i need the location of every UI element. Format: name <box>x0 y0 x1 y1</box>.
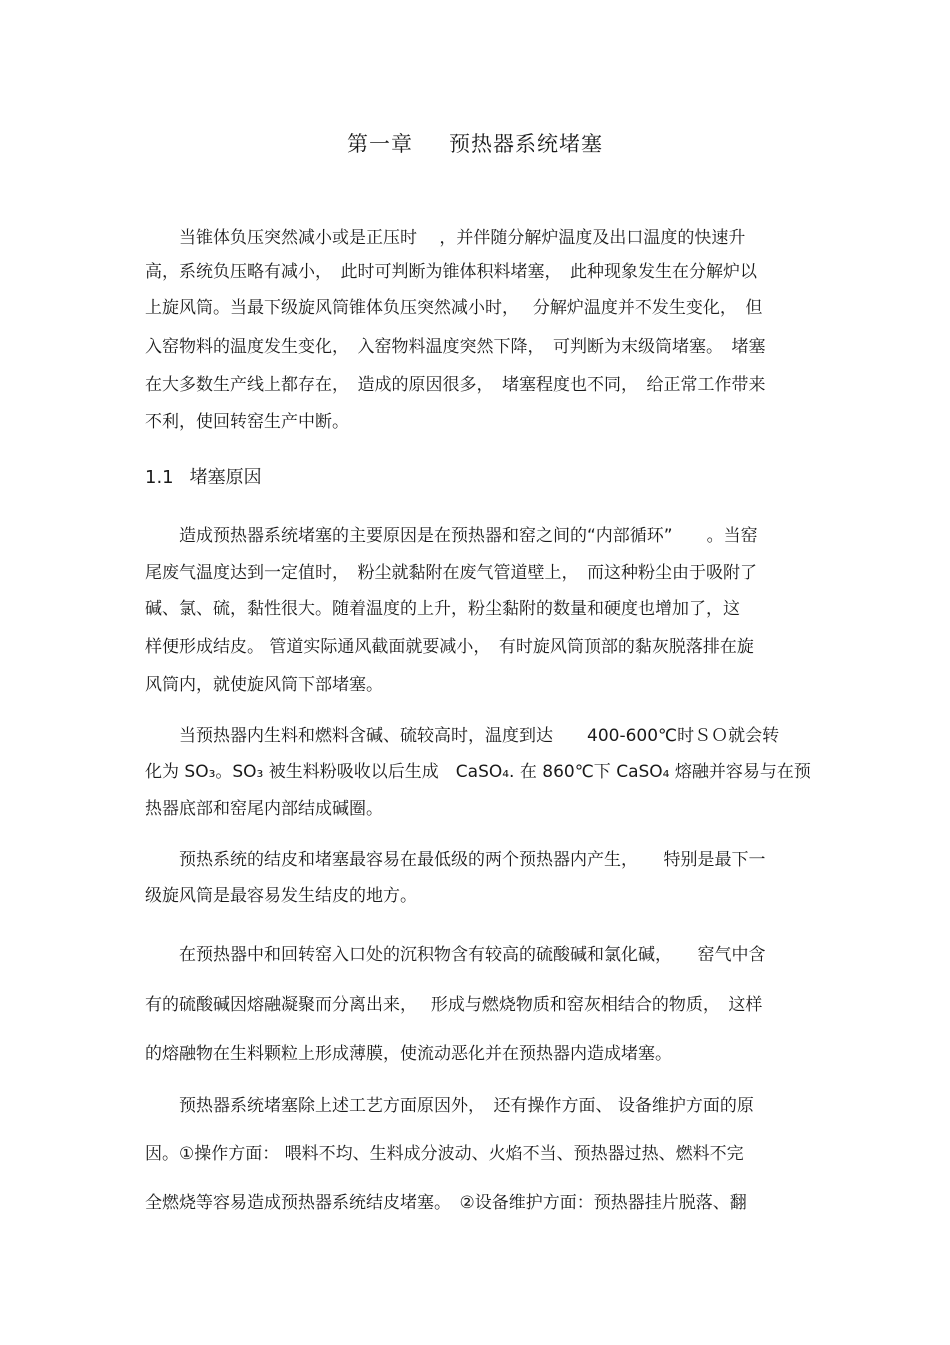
chapter-name: 预热器系统堵塞 <box>449 132 603 156</box>
section-title: 堵塞原因 <box>189 467 262 488</box>
paragraph-line: 有的硫酸碱因熔融凝聚而分离出来， 形成与燃烧物质和窑灰相结合的物质， 这样 <box>145 995 763 1015</box>
paragraph-line: 在预热器中和回转窑入口处的沉积物含有较高的硫酸碱和氯化碱， 窑气中含 <box>179 945 766 965</box>
paragraph-line: 风筒内，就使旋风筒下部堵塞。 <box>145 675 383 695</box>
paragraph-line: 的熔融物在生料颗粒上形成薄膜，使流动恶化并在预热器内造成堵塞。 <box>145 1044 672 1064</box>
paragraph-line: 在大多数生产线上都存在， 造成的原因很多， 堵塞程度也不同， 给正常工作带来 <box>145 375 766 395</box>
paragraph-line: 因。①操作方面： 喂料不均、生料成分波动、火焰不当、预热器过热、燃料不完 <box>145 1144 744 1164</box>
paragraph-line: 当预热器内生料和燃料含碱、硫较高时，温度到达 400-600℃时ＳＯ就会转 <box>179 726 780 746</box>
paragraph-line: 热器底部和窑尾内部结成碱圈。 <box>145 799 383 819</box>
paragraph-line: 高，系统负压略有减小， 此时可判断为锥体积料堵塞， 此种现象发生在分解炉以 <box>145 262 757 282</box>
section-number: 1.1 <box>145 467 174 488</box>
paragraph-line: 预热系统的结皮和堵塞最容易在最低级的两个预热器内产生， 特别是最下一 <box>179 850 766 870</box>
paragraph-line: 化为 SO₃。SO₃ 被生料粉吸收以后生成 CaSO₄. 在 860℃下 CaSO₄ 熔融并容易与在预 <box>145 762 811 782</box>
paragraph-line: 不利，使回转窑生产中断。 <box>145 412 349 432</box>
chapter-title <box>0 128 950 158</box>
paragraph-line: 尾废气温度达到一定值时， 粉尘就黏附在废气管道壁上， 而这种粉尘由于吸附了 <box>145 563 757 583</box>
paragraph-line: 造成预热器系统堵塞的主要原因是在预热器和窑之间的“内部循环” 。当窑 <box>179 526 758 546</box>
chapter-number: 第一章 <box>347 132 413 156</box>
paragraph-line: 样便形成结皮。 管道实际通风截面就要减小， 有时旋风筒顶部的黏灰脱落排在旋 <box>145 637 754 657</box>
paragraph-line: 全燃烧等容易造成预热器系统结皮堵塞。 ②设备维护方面：预热器挂片脱落、翻 <box>145 1193 747 1213</box>
paragraph-line: 上旋风筒。当最下级旋风筒锥体负压突然减小时， 分解炉温度并不发生变化， 但 <box>145 298 763 318</box>
paragraph-line: 级旋风筒是最容易发生结皮的地方。 <box>145 886 417 906</box>
paragraph-line: 预热器系统堵塞除上述工艺方面原因外， 还有操作方面、 设备维护方面的原 <box>179 1096 754 1116</box>
paragraph-line: 碱、氯、硫，黏性很大。随着温度的上升，粉尘黏附的数量和硬度也增加了，这 <box>145 599 740 619</box>
paragraph-line: 当锥体负压突然减小或是正压时 ，并伴随分解炉温度及出口温度的快速升 <box>179 228 746 248</box>
section-heading <box>145 466 810 490</box>
paragraph-line: 入窑物料的温度发生变化， 入窑物料温度突然下降， 可判断为末级筒堵塞。 堵塞 <box>145 337 766 357</box>
